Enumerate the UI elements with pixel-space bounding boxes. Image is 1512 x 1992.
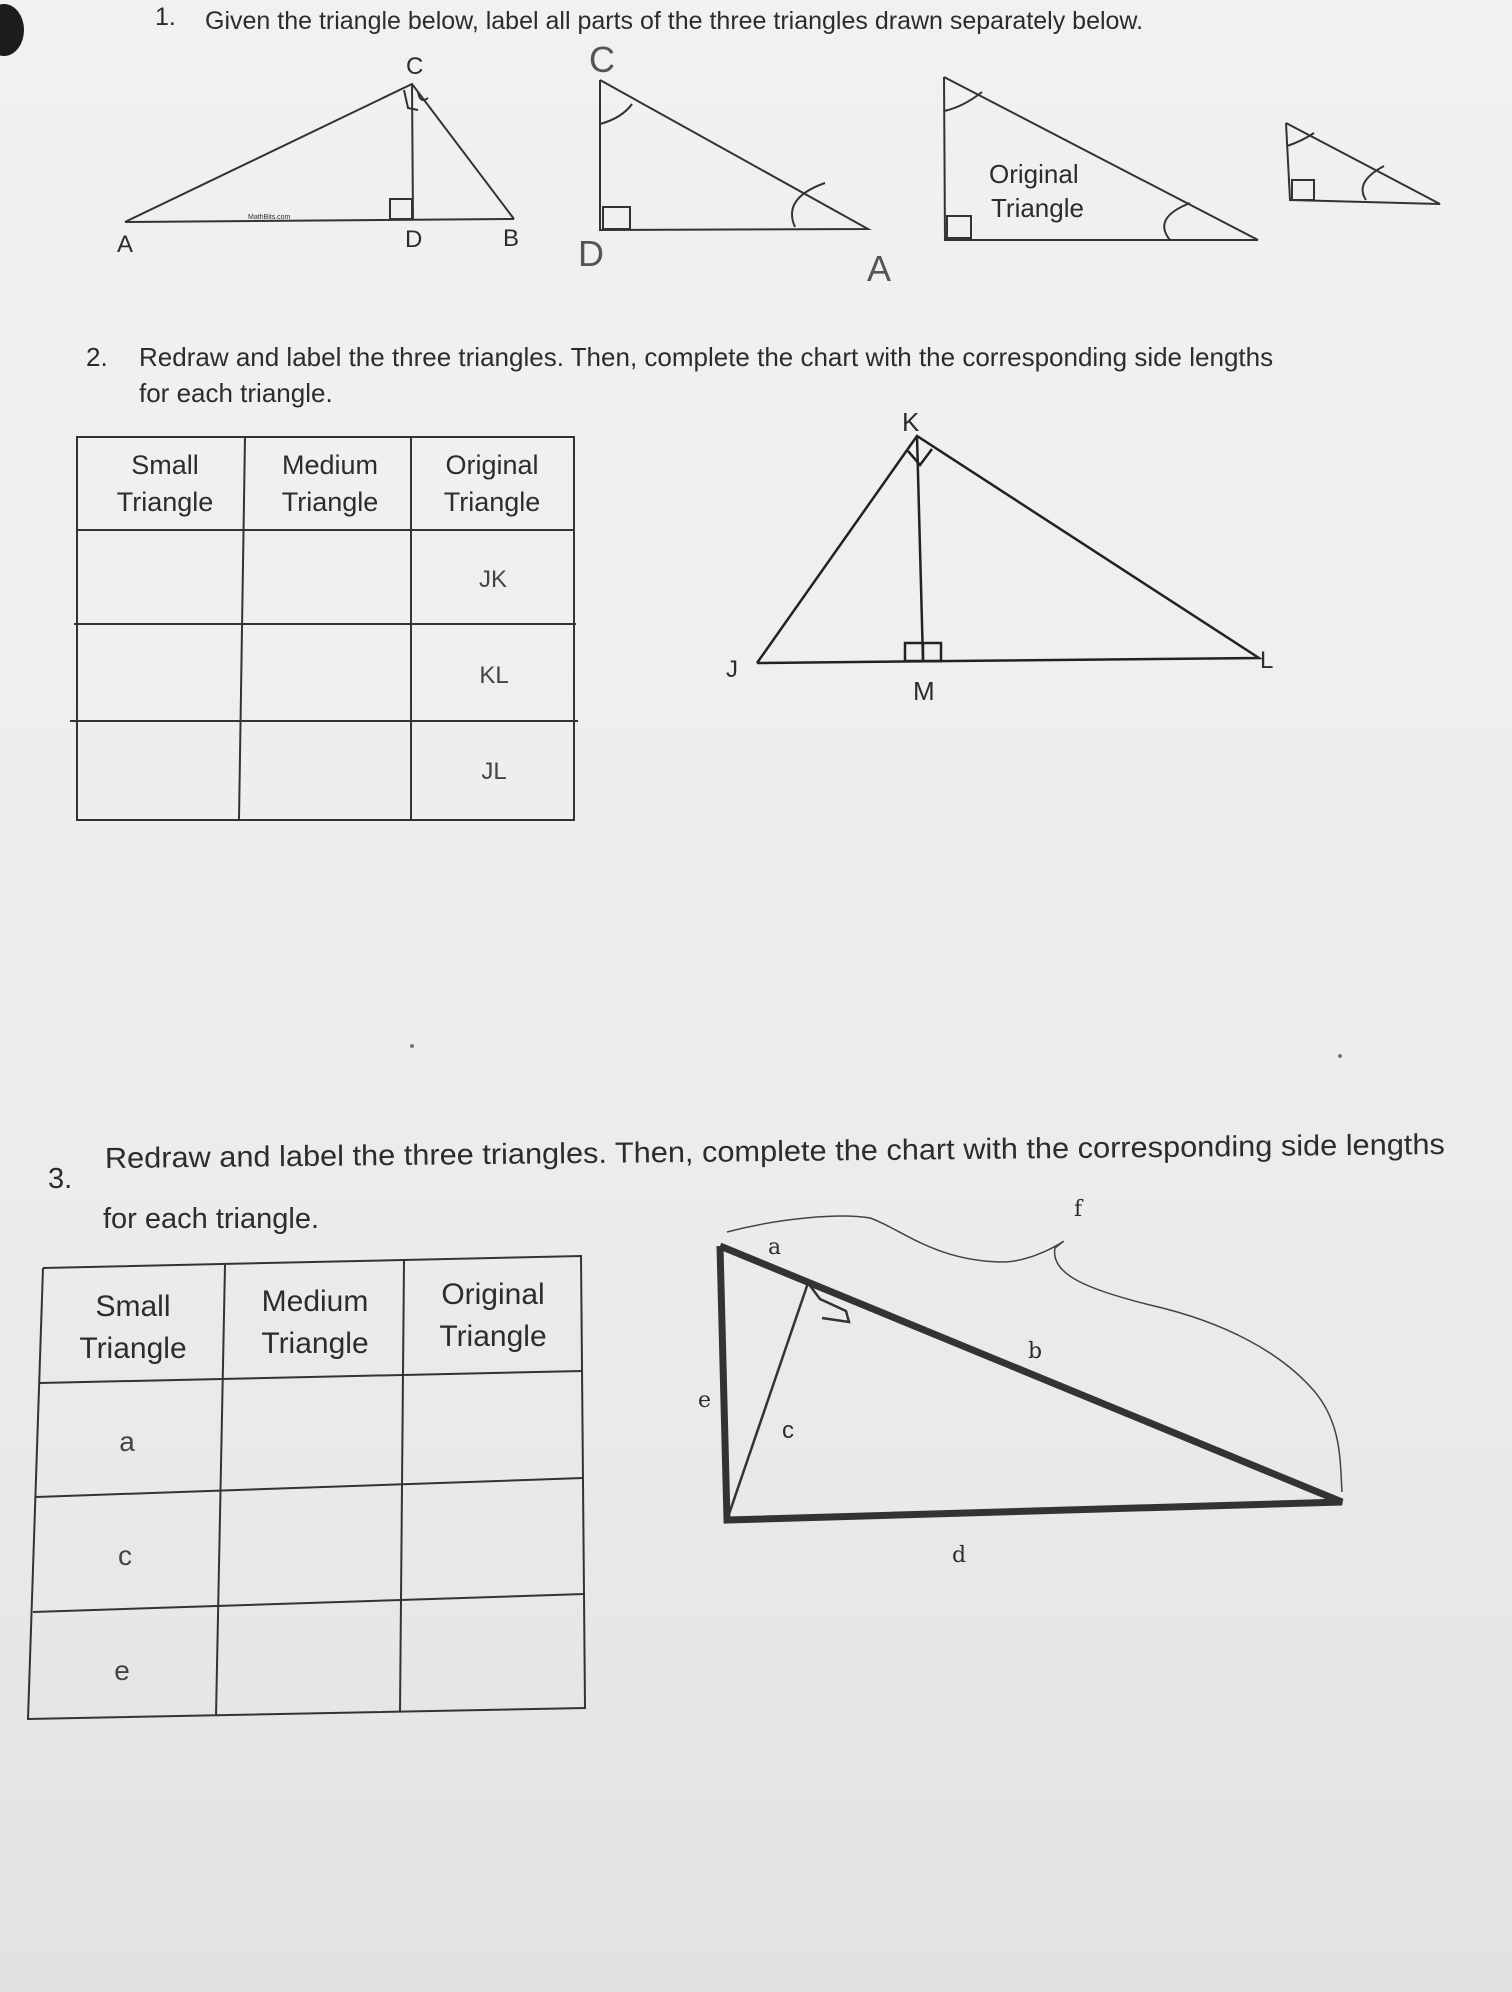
stray-mark-1 bbox=[410, 1044, 414, 1048]
q3-table-header-medium bbox=[261, 1285, 368, 1360]
q1-label-b: B bbox=[503, 225, 520, 252]
q3-line2: for each triangle. bbox=[103, 1203, 320, 1235]
q3-cell-c: c bbox=[118, 1540, 132, 1571]
q1-original-line2: Triangle bbox=[991, 193, 1084, 223]
stray-mark-2 bbox=[1338, 1054, 1342, 1058]
q3-label-e: e bbox=[698, 1388, 712, 1413]
q3-cell-e: e bbox=[114, 1655, 130, 1686]
svg-text:Small: Small bbox=[95, 1290, 171, 1323]
svg-text:Medium: Medium bbox=[281, 450, 379, 480]
q1-label-d: D bbox=[405, 226, 423, 253]
q2-table-header-medium bbox=[282, 450, 379, 517]
q1-label-a: A bbox=[117, 231, 134, 258]
q2-number: 2. bbox=[86, 342, 108, 372]
svg-text:Original: Original bbox=[445, 450, 539, 480]
svg-text:Triangle: Triangle bbox=[443, 487, 541, 517]
svg-text:Triangle: Triangle bbox=[116, 487, 214, 517]
q3-triangle bbox=[720, 1246, 1342, 1520]
q1-label-c: C bbox=[406, 53, 424, 80]
q1-number: 1. bbox=[155, 3, 176, 31]
q2-table-header-original bbox=[444, 450, 541, 517]
q3-cell-a: a bbox=[119, 1426, 135, 1457]
q2-label-m: M bbox=[913, 676, 935, 706]
svg-text:Medium: Medium bbox=[261, 1285, 369, 1318]
q1-hand-d: D bbox=[578, 233, 604, 274]
q2-cell-jk: JK bbox=[478, 566, 508, 593]
q1-watermark: MathBits.com bbox=[248, 214, 291, 221]
q2-table-header-small bbox=[117, 450, 214, 517]
q3-label-a: a bbox=[768, 1235, 782, 1260]
q1-triangle-left bbox=[600, 80, 868, 230]
q3-label-f: f bbox=[1074, 1197, 1083, 1222]
svg-text:Triangle: Triangle bbox=[79, 1332, 187, 1365]
svg-text:Triangle: Triangle bbox=[439, 1320, 547, 1353]
q3-table-header-original bbox=[439, 1278, 546, 1353]
q3-label-d: d bbox=[952, 1543, 967, 1568]
q2-label-l: L bbox=[1260, 647, 1274, 674]
q1-original-line1: Original bbox=[989, 159, 1079, 189]
svg-text:Triangle: Triangle bbox=[261, 1327, 369, 1360]
q1-text: Given the triangle below, label all parts of the three triangles drawn separately below. bbox=[205, 7, 1144, 35]
binder-hole bbox=[0, 4, 24, 56]
q1-triangle-small bbox=[1286, 123, 1440, 204]
q1-hand-a: A bbox=[867, 248, 892, 289]
q2-label-j: J bbox=[726, 656, 738, 683]
q2-cell-jl: JL bbox=[481, 758, 507, 785]
q2-cell-kl: KL bbox=[479, 662, 509, 689]
q2-line2: for each triangle. bbox=[139, 378, 333, 408]
q3-line1: Redraw and label the three triangles. Then, complete the chart with the corresponding side lengths bbox=[104, 1129, 1370, 1175]
svg-text:Original: Original bbox=[441, 1278, 545, 1311]
q3-table-header-small bbox=[79, 1290, 186, 1365]
q3-label-c: c bbox=[782, 1417, 794, 1444]
q2-line1: Redraw and label the three triangles. Then, complete the chart with the corresponding side lengths bbox=[139, 342, 1274, 372]
q3-number: 3. bbox=[48, 1163, 73, 1195]
q2-triangle bbox=[757, 436, 1259, 663]
svg-text:Small: Small bbox=[131, 450, 199, 480]
q2-label-k: K bbox=[902, 407, 920, 437]
q1-hand-c: C bbox=[589, 39, 615, 80]
svg-text:Triangle: Triangle bbox=[281, 487, 379, 517]
q3-label-b: b bbox=[1028, 1339, 1043, 1364]
q1-given-triangle bbox=[125, 84, 514, 222]
